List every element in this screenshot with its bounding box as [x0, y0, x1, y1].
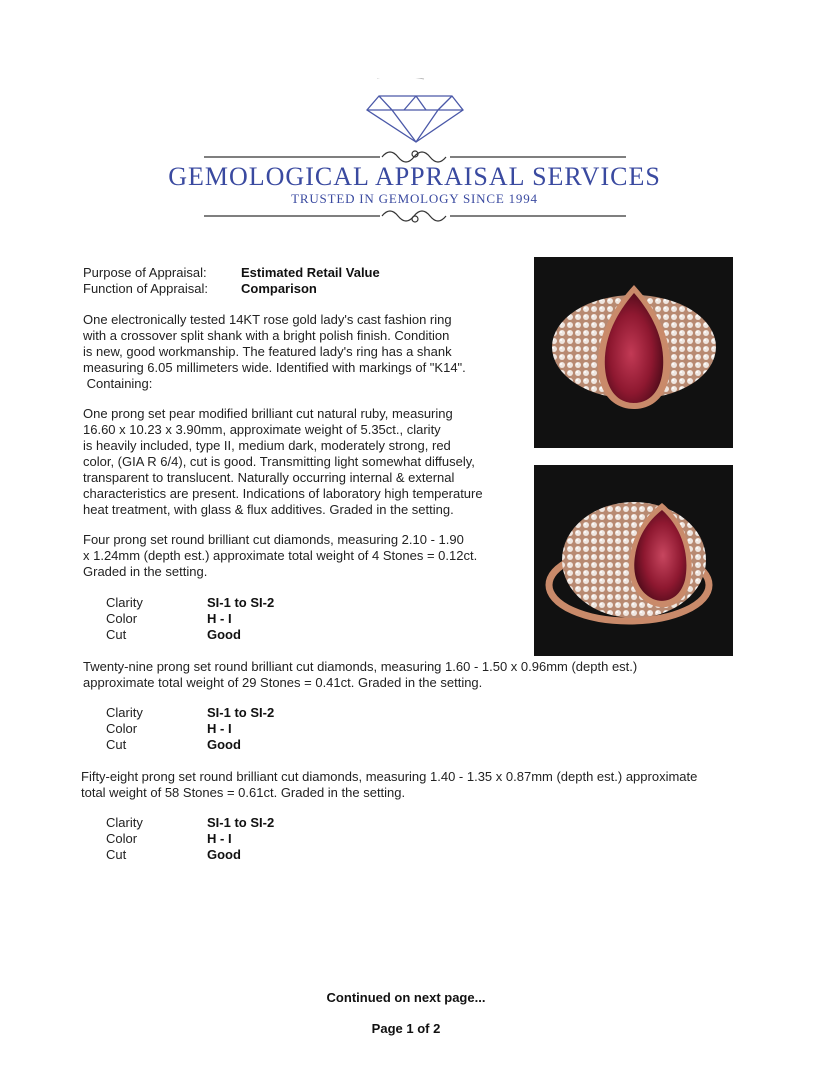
purpose-value: Estimated Retail Value [241, 265, 380, 280]
group-line: Fifty-eight prong set round brilliant cut diamonds, measuring 1.40 - 1.35 x 0.87mm (depth est.) approximate [81, 769, 698, 784]
ruby-line: is heavily included, type II, medium dark, moderately strong, red [83, 438, 451, 453]
cut-value: Good [207, 737, 241, 752]
clarity-label: Clarity [106, 705, 143, 720]
description-line: is new, good workmanship. The featured lady's ring has a shank [83, 344, 452, 359]
description-line: measuring 6.05 millimeters wide. Identified with markings of "K14". [83, 360, 466, 375]
ring-side-view-icon [534, 465, 733, 656]
cut-value: Good [207, 627, 241, 642]
color-label: Color [106, 831, 138, 846]
ruby-line: 16.60 x 10.23 x 3.90mm, approximate weight of 5.35ct., clarity [83, 422, 441, 437]
ruby-line: heat treatment, with glass & flux additives. Graded in the setting. [83, 502, 454, 517]
clarity-value: SI-1 to SI-2 [207, 815, 275, 830]
ruby-line: One prong set pear modified brilliant cut natural ruby, measuring [83, 406, 453, 421]
ruby-line: transparent to translucent. Naturally occurring internal & external [83, 470, 455, 485]
group-line: approximate total weight of 29 Stones = 0.41ct. Graded in the setting. [83, 675, 483, 690]
function-value: Comparison [241, 281, 317, 296]
description-line: Containing: [83, 376, 153, 391]
function-label: Function of Appraisal: [83, 281, 209, 296]
diamond-group-2-text [83, 659, 637, 691]
ring-description [83, 312, 466, 392]
color-value: H - I [207, 611, 232, 626]
description-line: One electronically tested 14KT rose gold lady's cast fashion ring [83, 312, 452, 327]
ruby-line: characteristics are present. Indications of laboratory high temperature [83, 486, 483, 501]
ring-photo-side [534, 465, 733, 656]
continued-note: Continued on next page... [326, 990, 486, 1005]
group-line: x 1.24mm (depth est.) approximate total weight of 4 Stones = 0.12ct. [83, 548, 478, 563]
description-line: with a crossover split shank with a bright polish finish. Condition [83, 328, 450, 343]
color-value: H - I [207, 831, 232, 846]
group-line: Four prong set round brilliant cut diamonds, measuring 2.10 - 1.90 [83, 532, 464, 547]
clarity-label: Clarity [106, 595, 143, 610]
color-label: Color [106, 721, 138, 736]
cut-label: Cut [106, 847, 127, 862]
diamond-group-3-text [81, 769, 697, 801]
purpose-label: Purpose of Appraisal: [83, 265, 207, 280]
clarity-label: Clarity [106, 815, 143, 830]
color-value: H - I [207, 721, 232, 736]
ring-photo-top [534, 257, 733, 448]
cut-label: Cut [106, 737, 127, 752]
clarity-value: SI-1 to SI-2 [207, 595, 275, 610]
cut-label: Cut [106, 627, 127, 642]
color-label: Color [106, 611, 138, 626]
clarity-value: SI-1 to SI-2 [207, 705, 275, 720]
brand-name: GEMOLOGICAL APPRAISAL SERVICES [168, 162, 661, 191]
brand-tagline: TRUSTED IN GEMOLOGY SINCE 1994 [291, 191, 538, 206]
group-line: total weight of 58 Stones = 0.61ct. Graded in the setting. [81, 785, 406, 800]
group-line: Twenty-nine prong set round brilliant cut diamonds, measuring 1.60 - 1.50 x 0.96mm (depth est.) [83, 659, 638, 674]
diamond-group-1-text [83, 532, 477, 580]
group-line: Graded in the setting. [83, 564, 208, 579]
page-number: Page 1 of 2 [371, 1021, 441, 1036]
ring-top-view-icon [534, 257, 733, 448]
ruby-description [83, 406, 483, 518]
cut-value: Good [207, 847, 241, 862]
ruby-line: color, (GIA R 6/4), cut is good. Transmitting light somewhat diffusely, [83, 454, 475, 469]
